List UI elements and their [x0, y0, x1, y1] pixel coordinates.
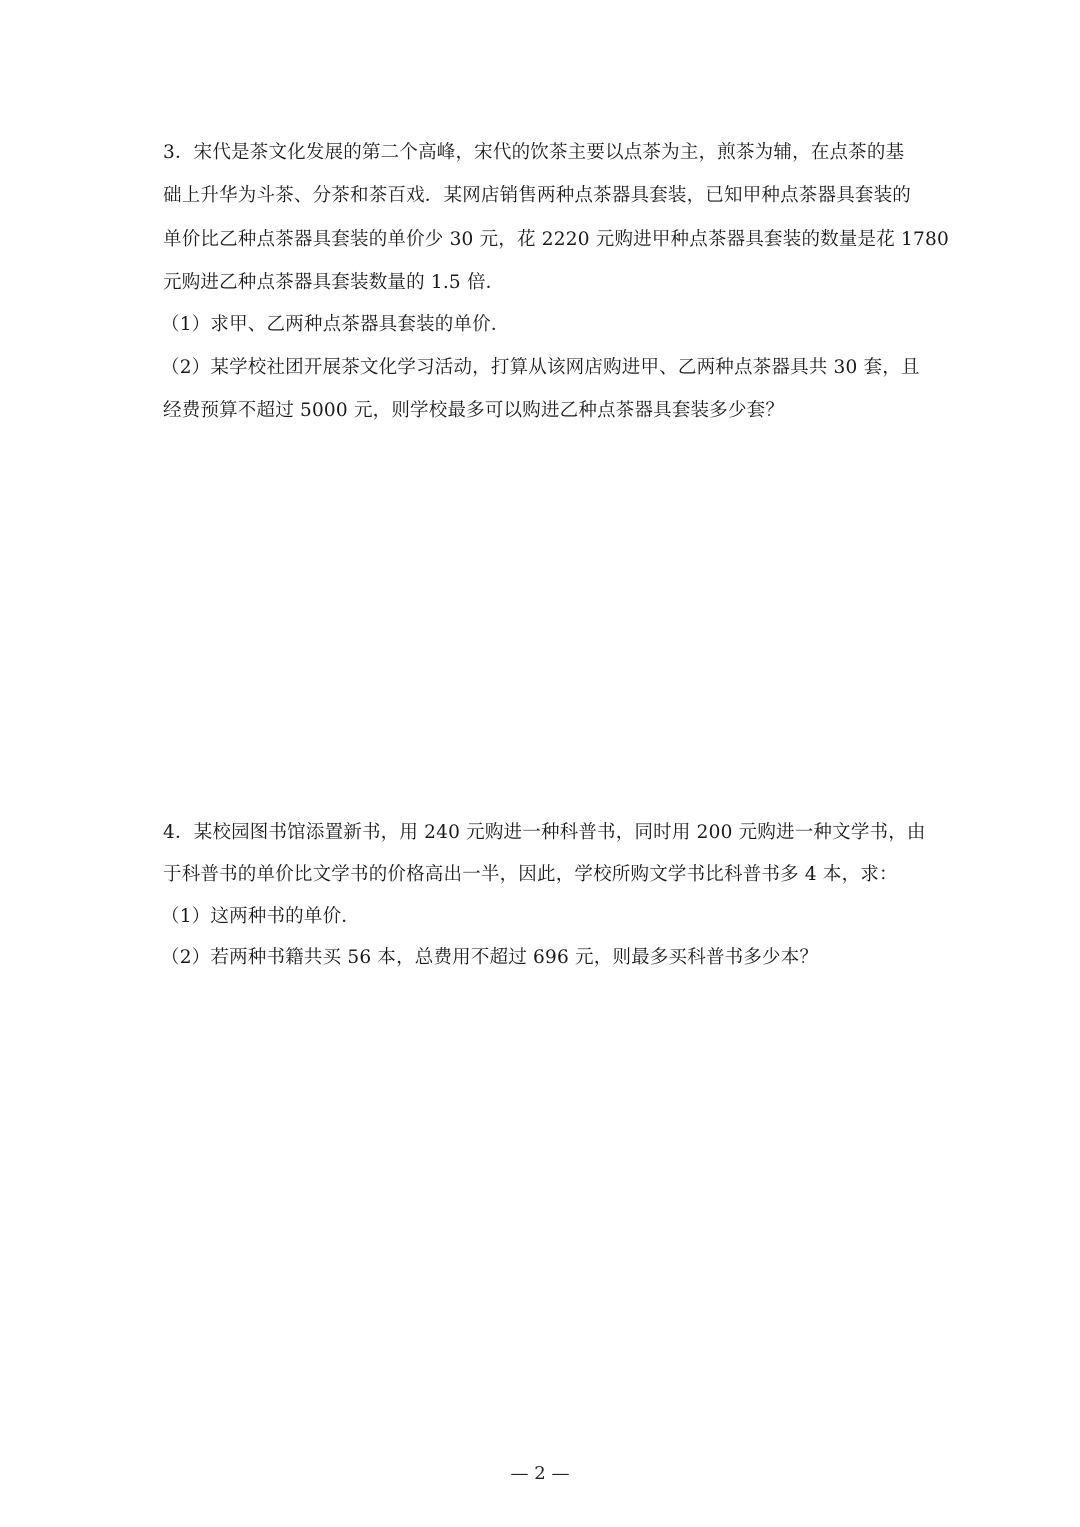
- page-number: — 2 —: [510, 1463, 570, 1484]
- problem-3: [161, 141, 949, 461]
- problem-4-subquestion-2: （2）若两种书籍共买 56 本，总费用不超过 696 元，则最多买科普书多少本？: [161, 947, 819, 968]
- problem-4-subquestion-1: （1）这两种书的单价．: [161, 906, 360, 927]
- problem-3-subquestion-2-line-1: （2）某学校社团开展茶文化学习活动，打算从该网店购进甲、乙两种点茶器具共 30 套，且: [161, 357, 920, 378]
- problem-4: [161, 821, 926, 991]
- problem-4-line-1: 4．某校园图书馆添置新书，用 240 元购进一种科普书，同时用 200 元购进一种文学书，由: [163, 822, 926, 843]
- problem-3-line-4: 元购进乙种点茶器具套装数量的 1.5 倍．: [163, 272, 505, 293]
- problem-3-line-1: 3．宋代是茶文化发展的第二个高峰，宋代的饮茶主要以点茶为主，煎茶为辅，在点茶的基: [163, 142, 905, 163]
- problem-3-subquestion-2-line-2: 经费预算不超过 5000 元，则学校最多可以购进乙种点茶器具套装多少套？: [163, 400, 785, 421]
- problem-4-line-2: 于科普书的单价比文学书的价格高出一半，因此，学校所购文学书比科普书多 4 本，求：: [163, 864, 898, 885]
- problem-3-subquestion-1: （1）求甲、乙两种点茶器具套装的单价．: [161, 314, 510, 335]
- problem-3-line-2: 础上升华为斗茶、分茶和茶百戏．某网店销售两种点茶器具套装，已知甲种点茶器具套装的: [163, 185, 912, 206]
- problem-3-line-3: 单价比乙种点茶器具套装的单价少 30 元，花 2220 元购进甲种点茶器具套装的数量是花 1780: [163, 229, 949, 250]
